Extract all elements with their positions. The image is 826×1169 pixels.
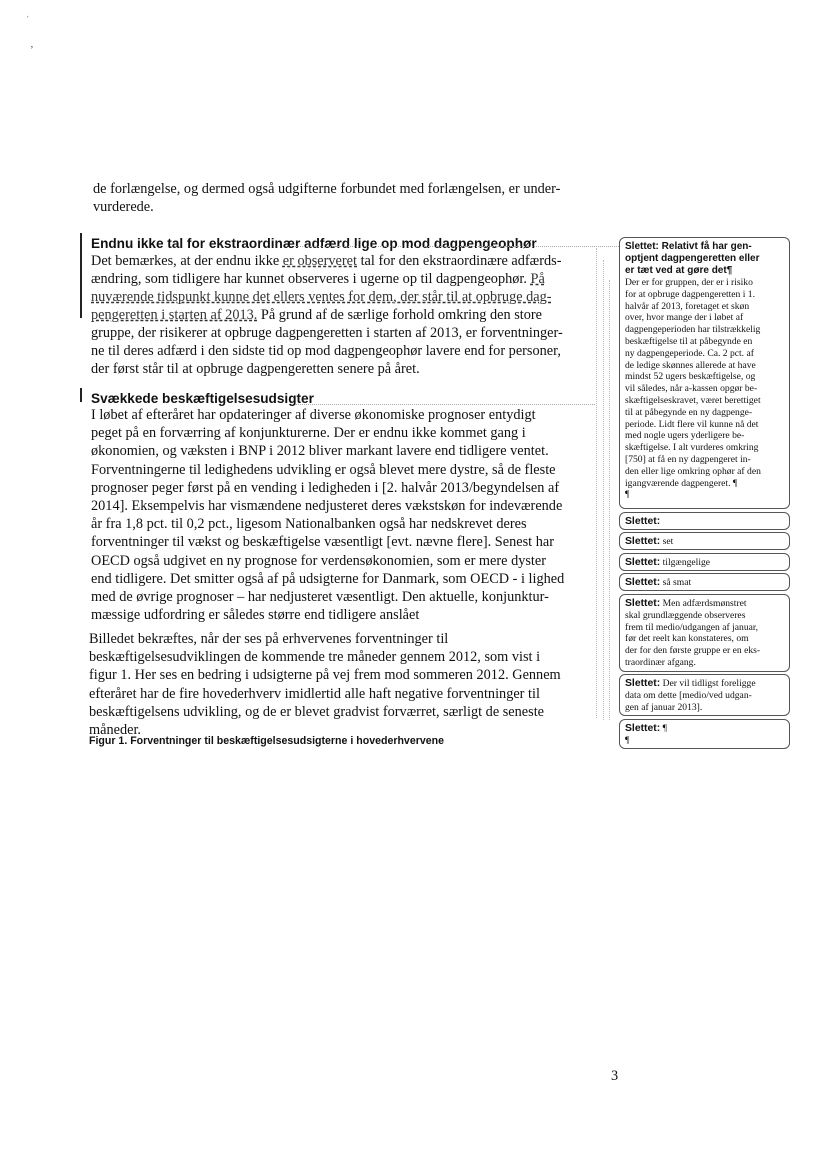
- comment-leader: [596, 248, 597, 718]
- body-line: [91, 270, 545, 288]
- body-line: figur 1. Her ses en bedring i udsigterne på vej frem mod sommeren 2012. Gennem: [89, 667, 561, 684]
- body-line: Forventningerne til ledighedens udvikling er også blevet mere dystre, så de fleste: [91, 461, 556, 478]
- comment-heading-line: Slettet: Relativt få har gen-: [625, 241, 752, 252]
- comment-line: [625, 678, 784, 690]
- body-line: [91, 306, 542, 324]
- comment-text: Men adfærdsmønstret: [662, 598, 747, 609]
- body-line: forventninger til vækst og beskæftigelse væsentligt [evt. nævne flere]. Senest har: [91, 534, 554, 551]
- comment-balloon[interactable]: [619, 573, 790, 591]
- comment-text: Der vil tidligst foreligge: [662, 678, 756, 689]
- comment-line: til at påbegynde en ny dagpenge-: [625, 406, 753, 418]
- comment-line: gen af januar 2013].: [625, 701, 703, 713]
- comment-line: [750] at få en ny dagpengeret in-: [625, 453, 751, 465]
- body-line: gruppe, der risikerer at opbruge dagpengeretten i starten af 2013, er forventninger-: [91, 325, 563, 341]
- comment-line: igangværende dagpengeret. ¶: [625, 477, 738, 489]
- comment-line: Der er for gruppen, der er i risiko: [625, 277, 753, 288]
- comment-line: traordinær afgang.: [625, 656, 696, 668]
- comment-balloon[interactable]: [619, 719, 790, 749]
- comment-body: [625, 598, 784, 669]
- comment-body: [625, 277, 784, 501]
- comment-leader: [603, 260, 604, 720]
- body-line: OECD også udgivet en ny prognose for verdensøkonomien, som er mere dyster: [91, 552, 547, 569]
- body-line: økonomien, og væksten i BNP i 2012 bliver markant lavere end tidligere ventet.: [91, 443, 549, 460]
- comment-line: mindst 52 ugers beskæftigelse, og: [625, 371, 756, 383]
- body-line: Billedet bekræftes, når der ses på erhvervenes forventninger til: [89, 631, 449, 647]
- comment-line: skal grundlæggende observeres: [625, 609, 746, 621]
- inserted-text: nuværende tidspunkt kunne det ellers ventes for dem, der står til at opbruge dag-: [91, 289, 552, 305]
- comment-balloon[interactable]: [619, 532, 790, 550]
- body-line: år fra 1,8 pct. til 0,2 pct., ligesom Nationalbanken også har nedskrevet deres: [91, 516, 527, 533]
- comment-text: ¶: [662, 723, 667, 734]
- comment-heading: [625, 241, 784, 277]
- body-line: end tidligere. Det smitter også af på udsigterne for Danmark, som OECD - i lighed: [91, 570, 565, 587]
- body-line: med de øvrige prognoser – har nedjusteret væsentligt. Den aktuelle, konjunktur-: [91, 589, 549, 605]
- inserted-text: er observeret: [282, 253, 357, 269]
- figure-caption: Figur 1. Forventninger til beskæftigelsesudsigterne i hovederhvervene: [89, 735, 444, 747]
- comment-label: Slettet:: [625, 516, 661, 527]
- comment-line: skæftigelse. I alt vurderes omkring: [625, 442, 759, 454]
- comment-line: ny dagpengeperiode. Ca. 2 pct. af: [625, 347, 754, 359]
- comment-heading-line: er tæt ved at gøre det¶: [625, 265, 733, 276]
- comment-label: Slettet:: [625, 536, 661, 547]
- section-heading: Endnu ikke tal for ekstraordinær adfærd lige op mod dagpengeophør: [91, 236, 537, 251]
- change-bar: [80, 233, 82, 318]
- comment-line: beskæftigelse til at påbegynde en: [625, 335, 753, 347]
- comment-text: ¶: [625, 734, 630, 746]
- comment-balloon[interactable]: [619, 674, 790, 716]
- scan-mark: ʼ: [30, 44, 34, 56]
- body-line: [91, 288, 552, 306]
- body-line: der først står til at opbruge dagpengeretten senere på året.: [91, 361, 420, 377]
- comment-heading-line: optjent dagpengeretten eller: [625, 253, 760, 264]
- comment-balloon[interactable]: [619, 594, 790, 672]
- intro-line: de forlængelse, og dermed også udgifterne forbundet med forlængelsen, er under-: [93, 181, 561, 197]
- comment-line: de ledige skønnes allerede at have: [625, 359, 756, 371]
- comment-body: [625, 678, 784, 713]
- inserted-text: På: [530, 271, 545, 287]
- section-heading: Svækkede beskæftigelsesudsigter: [91, 391, 314, 406]
- comment-line: før det reelt kan konstateres, om: [625, 633, 749, 645]
- comment-label: Slettet:: [625, 723, 661, 734]
- body-line: mæssige udfordring er således større end tidligere anslået: [91, 607, 420, 624]
- comment-line: halvår af 2013, foretaget et skøn: [625, 300, 750, 312]
- comment-line: der for den første gruppe er en eks-: [625, 645, 761, 657]
- comment-line: periode. Lidt flere vil kunne nå det: [625, 418, 759, 430]
- comment-balloon[interactable]: [619, 553, 790, 571]
- text-run: Det bemærkes, at der endnu ikke: [91, 253, 283, 269]
- comment-text: så smat: [662, 577, 692, 588]
- comment-text: tilgængelige: [662, 557, 711, 568]
- comment-leader: [295, 246, 619, 247]
- body-line: prognoser peger først på en vending i ledigheden i [2. halvår 2013/begyndelsen af: [91, 479, 560, 496]
- change-bar: [80, 388, 82, 402]
- comment-label: Slettet:: [625, 557, 661, 568]
- body-line: efteråret har de fire hovederhverv imidlertid alle haft negative forventninger til: [89, 685, 540, 702]
- text-run: tal for den ekstraordinære adfærds-: [357, 253, 562, 269]
- body-line: ne til deres adfærd i den sidste tid op mod dagpengeophør lavere end for personer,: [91, 343, 561, 359]
- scan-mark: ˈ: [26, 14, 30, 26]
- comment-leader: [295, 404, 595, 405]
- comment-line: frem til medio/udgangen af januar,: [625, 621, 759, 633]
- comment-line: skæftigelseskravet, været berettiget: [625, 394, 761, 406]
- comment-line: for at opbruge dagpengeretten i 1.: [625, 288, 755, 300]
- comment-line: ¶: [625, 489, 630, 501]
- comment-label: Slettet:: [625, 577, 661, 588]
- comment-line: med nogle ugers yderligere be-: [625, 430, 745, 442]
- body-line: peget på en forværring af konjunkturerne. Der er endnu ikke kommet gang i: [91, 425, 526, 442]
- comment-line: data om dette [medio/ved udgan-: [625, 689, 752, 701]
- comment-label: Slettet:: [625, 678, 661, 689]
- comment-balloon[interactable]: [619, 237, 790, 509]
- body-line: I løbet af efteråret har opdateringer af diverse økonomiske prognoser entydigt: [91, 407, 536, 423]
- inserted-text: pengeretten i starten af 2013.: [91, 307, 258, 323]
- body-line: 2014]. Eksempelvis har vismændene nedjusteret deres vækstskøn for indeværende: [91, 498, 563, 514]
- comment-label: Slettet:: [625, 598, 661, 609]
- body-line: beskæftigelsens udvikling, og de er blevet gradvist forværret, særligt de seneste: [89, 703, 545, 720]
- page-number: 3: [611, 1068, 619, 1084]
- comment-balloon[interactable]: [619, 512, 790, 530]
- body-line: måneder.: [89, 722, 142, 738]
- comment-text: set: [662, 536, 674, 547]
- comment-leader: [609, 280, 610, 720]
- comment-line: [625, 598, 784, 610]
- body-line: beskæftigelsesudviklingen de kommende tre måneder gennem 2012, som vist i: [89, 649, 541, 666]
- comment-line: den eller lige omkring ophør af den: [625, 465, 761, 477]
- comment-line: vil således, når a-kassen opgør be-: [625, 383, 758, 395]
- comment-line: over, hvor mange der i løbet af: [625, 312, 744, 324]
- intro-line: vurderede.: [93, 199, 154, 215]
- text-run: På grund af de særlige forhold omkring den store: [257, 307, 543, 323]
- body-line: [91, 252, 561, 270]
- comment-line: dagpengeperioden har tilstrækkelig: [625, 324, 761, 336]
- text-run: ændring, som tidligere har kunnet observeres i ugerne op til dagpengeophør.: [91, 271, 531, 287]
